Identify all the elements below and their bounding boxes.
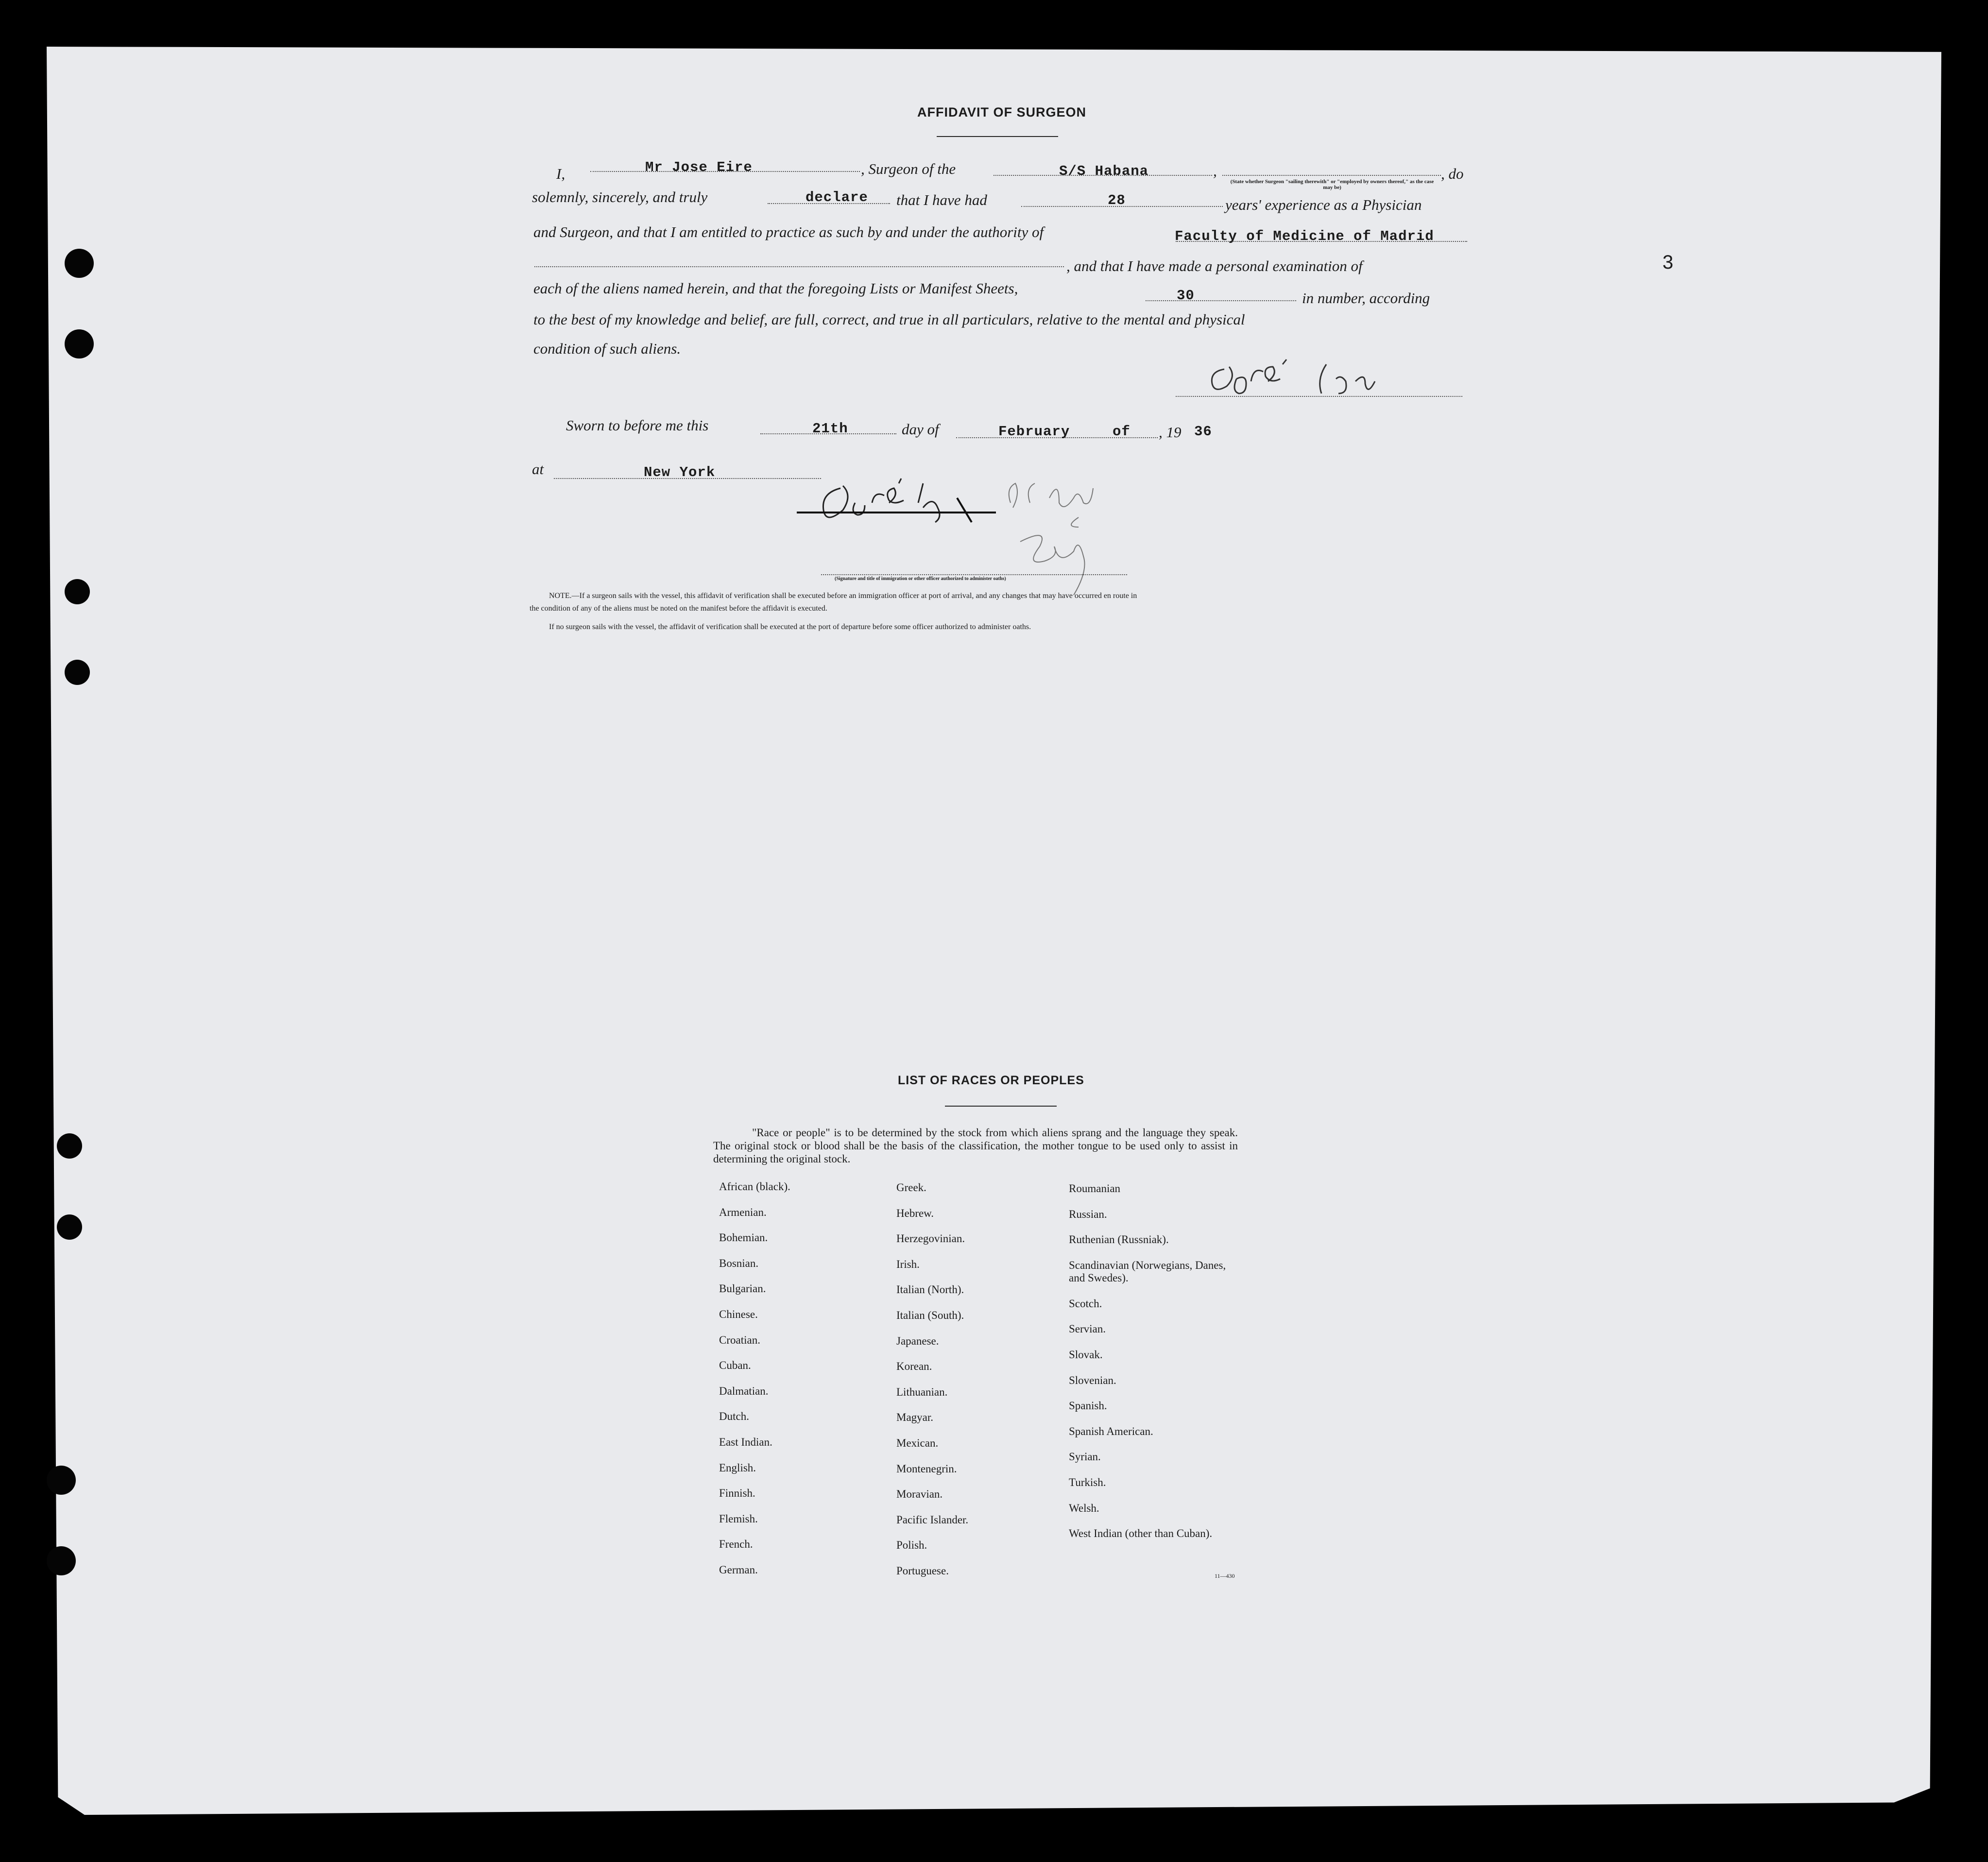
- officer-signature-line: [821, 574, 1127, 575]
- ship-name: S/S Habana: [1059, 163, 1149, 179]
- text-do: , do: [1441, 165, 1464, 182]
- race-item: Flemish.: [719, 1512, 758, 1525]
- race-item: Japanese.: [896, 1334, 939, 1347]
- race-item: Slovenian.: [1069, 1374, 1116, 1386]
- text-and-surgeon: and Surgeon, and that I am entitled to practice as such by and under the authority of: [533, 223, 1044, 240]
- text-i: I,: [556, 165, 566, 182]
- races-column-1: [719, 1180, 790, 1589]
- surgeon-name: Mr Jose Eire: [645, 159, 753, 175]
- text-day-of: day of: [902, 421, 939, 438]
- years-value: 28: [1108, 192, 1126, 208]
- race-item: Dutch.: [719, 1410, 749, 1423]
- authority-line-2: [534, 266, 1064, 267]
- race-item: Russian.: [1069, 1208, 1107, 1220]
- race-item: Dalmatian.: [719, 1384, 769, 1397]
- race-item: Portuguese.: [896, 1564, 949, 1577]
- text-condition: condition of such aliens.: [533, 340, 681, 357]
- sheets-value: 30: [1177, 288, 1195, 304]
- note-line-2: the condition of any of the aliens must be noted on the manifest before the affidavit is executed.: [530, 604, 827, 613]
- race-item: English.: [719, 1461, 756, 1474]
- race-item: Irish.: [896, 1258, 920, 1270]
- races-column-2: [896, 1181, 968, 1590]
- note-line-1: NOTE.—If a surgeon sails with the vessel, this affidavit of verification shall be executed before an immigration officer at port of arrival, and any changes that may have occurred en route in: [549, 592, 1137, 600]
- race-item: Greek.: [896, 1181, 926, 1194]
- race-item: German.: [719, 1563, 758, 1576]
- text-at: at: [532, 461, 544, 478]
- race-item: Moravian.: [896, 1488, 943, 1501]
- races-column-3: [1069, 1182, 1244, 1566]
- race-item: Scotch.: [1069, 1297, 1102, 1310]
- month-value: February: [998, 424, 1070, 440]
- text-surgeon-of: , Surgeon of the: [861, 160, 956, 177]
- race-item: Cuban.: [719, 1359, 751, 1372]
- officer-signature-caption: (Signature and title of immigration or other officer authorized to administer oaths): [835, 576, 1006, 581]
- affidavit-title: AFFIDAVIT OF SURGEON: [917, 105, 1086, 120]
- text-each: each of the aliens named herein, and that the foregoing Lists or Manifest Sheets,: [533, 280, 1018, 297]
- race-item: East Indian.: [719, 1435, 772, 1448]
- race-item: Lithuanian.: [896, 1385, 948, 1398]
- page-mark: 3: [1662, 252, 1674, 273]
- race-item: Bosnian.: [719, 1257, 759, 1269]
- race-item: Montenegrin.: [896, 1462, 957, 1475]
- text-in-number: in number, according: [1302, 290, 1430, 307]
- text-have-had: that I have had: [896, 191, 987, 208]
- punch-hole: [47, 1546, 76, 1575]
- status-line: [1222, 175, 1441, 176]
- punch-hole: [57, 1133, 82, 1159]
- races-intro: "Race or people" is to be determined by the stock from which aliens sprang and the language they speak. The original stock or blood shall be the basis of the classification, the mother tongue to be used only to assist in determining the original stock.: [713, 1127, 1238, 1165]
- text-year-prefix: , 19: [1159, 424, 1182, 441]
- authority-value: Faculty of Medicine of Madrid: [1175, 228, 1434, 244]
- race-item: Roumanian: [1069, 1182, 1121, 1195]
- race-item: Armenian.: [719, 1206, 767, 1218]
- text-exam: , and that I have made a personal examination of: [1066, 257, 1363, 274]
- text-comma: ,: [1213, 162, 1217, 179]
- year-value: 36: [1194, 424, 1212, 440]
- sheets-line: [1146, 300, 1296, 301]
- title-underline: [937, 136, 1058, 137]
- races-title: LIST OF RACES OR PEOPLES: [898, 1074, 1084, 1087]
- surgeon-signature-line: [1176, 396, 1462, 397]
- punch-hole: [47, 1466, 76, 1495]
- text-sworn: Sworn to before me this: [566, 417, 709, 434]
- race-item: West Indian (other than Cuban).: [1069, 1527, 1213, 1540]
- races-title-underline: [945, 1106, 1057, 1107]
- race-item: Slovak.: [1069, 1348, 1103, 1361]
- race-item: Spanish American.: [1069, 1425, 1153, 1437]
- race-item: Finnish.: [719, 1487, 755, 1500]
- race-item: Magyar.: [896, 1411, 934, 1424]
- race-item: Syrian.: [1069, 1451, 1101, 1463]
- race-item: French.: [719, 1538, 753, 1551]
- race-item: African (black).: [719, 1180, 790, 1193]
- of-value: of: [1113, 424, 1131, 440]
- punch-hole: [65, 660, 90, 685]
- note-line-3: If no surgeon sails with the vessel, the affidavit of verification shall be executed at the port of departure before some officer authorized to administer oaths.: [549, 623, 1031, 631]
- race-item: Spanish.: [1069, 1400, 1107, 1412]
- race-item: Welsh.: [1069, 1502, 1099, 1514]
- punch-hole: [65, 249, 94, 278]
- race-item: Italian (South).: [896, 1309, 964, 1321]
- race-item: Herzegovinian.: [896, 1232, 965, 1245]
- day-value: 21th: [812, 421, 848, 437]
- punch-hole: [57, 1214, 82, 1240]
- race-item: Ruthenian (Russniak).: [1069, 1233, 1169, 1246]
- race-item: Bulgarian.: [719, 1282, 766, 1295]
- race-item: Mexican.: [896, 1436, 939, 1449]
- place-value: New York: [644, 464, 716, 480]
- race-item: Pacific Islander.: [896, 1513, 969, 1526]
- race-item: Bohemian.: [719, 1231, 768, 1244]
- punch-hole: [65, 579, 90, 604]
- race-item: Chinese.: [719, 1308, 758, 1320]
- declare-value: declare: [805, 189, 868, 205]
- race-item: Turkish.: [1069, 1476, 1106, 1488]
- text-best: to the best of my knowledge and belief, are full, correct, and true in all particulars, relative to the mental and physical: [533, 311, 1245, 328]
- text-solemnly: solemnly, sincerely, and truly: [532, 188, 708, 205]
- race-item: Servian.: [1069, 1323, 1106, 1335]
- race-item: Italian (North).: [896, 1283, 964, 1296]
- form-number: 11—430: [1215, 1572, 1235, 1579]
- punch-hole: [65, 329, 94, 359]
- race-item: Scandinavian (Norwegians, Danes, and Swedes).: [1069, 1259, 1226, 1284]
- race-item: Hebrew.: [896, 1207, 934, 1219]
- race-item: Croatian.: [719, 1333, 760, 1346]
- race-item: Polish.: [896, 1539, 927, 1552]
- race-item: Korean.: [896, 1360, 932, 1373]
- state-note: (State whether Surgeon "sailing therewith" or "employed by owners thereof," as the case may be): [1230, 179, 1434, 190]
- text-years-exp: years' experience as a Physician: [1225, 196, 1422, 213]
